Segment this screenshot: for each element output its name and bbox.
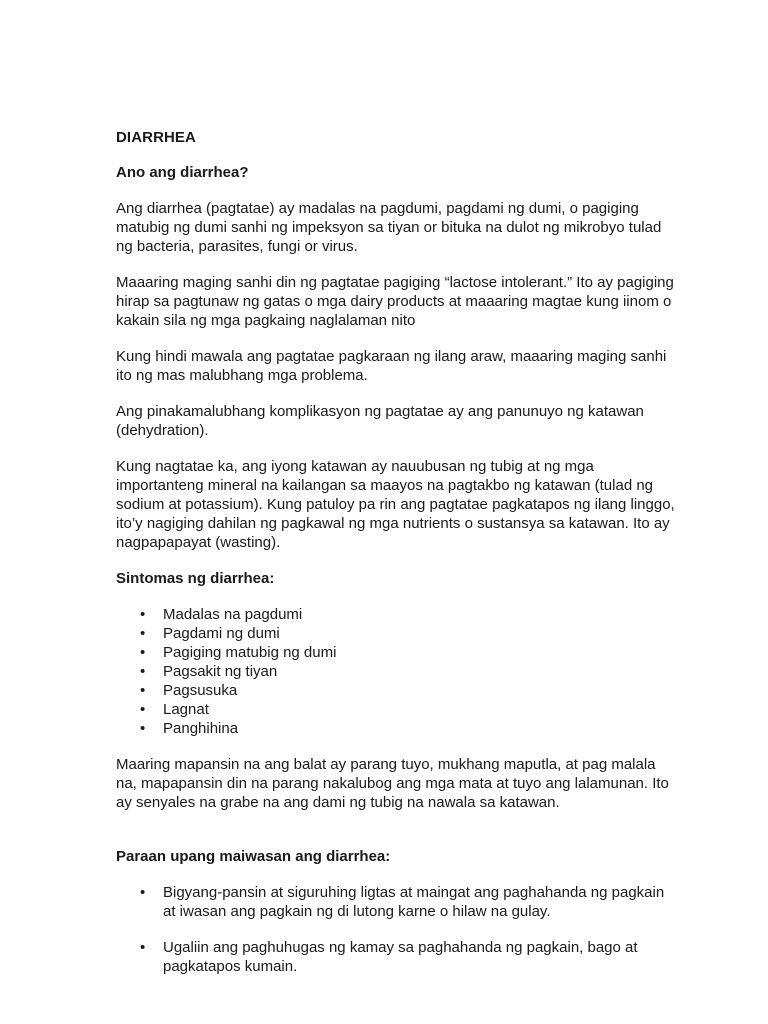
symptoms-list xyxy=(116,605,676,738)
intro-paragraph: Ang diarrhea (pagtatae) ay madalas na pagdumi, pagdami ng dumi, o pagiging matubig ng dumi sanhi ng impeksyon sa tiyan or bituka na dulot ng mikrobyo tulad ng bacteria, parasites, fungi or virus. xyxy=(116,200,662,255)
prevention-text: Bigyang-pansin at siguruhing ligtas at maingat ang paghahanda ng pagkain at iwasan ang pagkain ng di lutong karne o hilaw na gulay. xyxy=(163,884,665,920)
spacer xyxy=(116,829,676,847)
list-item xyxy=(116,700,676,719)
list-item xyxy=(116,938,676,976)
persistence-paragraph: Kung hindi mawala ang pagtatae pagkaraan ng ilang araw, maaaring maging sanhi ito ng mas malubhang mga problema. xyxy=(116,348,667,384)
prevention-list xyxy=(116,883,676,976)
document-title: DIARRHEA xyxy=(116,129,196,146)
symptom-text: Pagsusuka xyxy=(163,682,238,699)
bullet-icon: • xyxy=(140,625,146,642)
list-item xyxy=(116,719,676,738)
complication-paragraph: Ang pinakamalubhang komplikasyon ng pagtatae ay ang panunuyo ng katawan (dehydration). xyxy=(116,403,644,439)
bullet-icon: • xyxy=(140,606,146,623)
bullet-icon: • xyxy=(140,644,146,661)
prevention-heading: Paraan upang maiwasan ang diarrhea: xyxy=(116,848,391,865)
symptom-text: Lagnat xyxy=(163,701,209,718)
bullet-icon: • xyxy=(140,939,146,956)
symptom-text: Pagiging matubig ng dumi xyxy=(163,644,337,661)
prevention-text: Ugaliin ang paghuhugas ng kamay sa paghahanda ng pagkain, bago at pagkatapos kumain. xyxy=(163,939,638,975)
list-item xyxy=(116,681,676,700)
symptom-text: Pagsakit ng tiyan xyxy=(163,663,278,680)
question-heading: Ano ang diarrhea? xyxy=(116,164,249,181)
symptom-text: Panghihina xyxy=(163,720,239,737)
dehydration-paragraph: Kung nagtatae ka, ang iyong katawan ay nauubusan ng tubig at ng mga importanteng mineral na kailangan sa maayos na pagtakbo ng katawan (tulad ng sodium at potassium). Kung patuloy pa rin ang pagtatae pagkatapos ng ilang linggo, ito’y nagiging dahilan ng pagkawal ng mga nutrients o sustansya sa katawan. Ito ay nagpapapayat (wasting). xyxy=(116,458,675,551)
document-body xyxy=(116,128,676,993)
bullet-icon: • xyxy=(140,884,146,901)
symptoms-heading: Sintomas ng diarrhea: xyxy=(116,570,275,587)
list-item xyxy=(116,662,676,681)
symptom-text: Madalas na pagdumi xyxy=(163,606,303,623)
bullet-icon: • xyxy=(140,720,146,737)
list-item xyxy=(116,643,676,662)
bullet-icon: • xyxy=(140,682,146,699)
symptom-text: Pagdami ng dumi xyxy=(163,625,280,642)
bullet-icon: • xyxy=(140,701,146,718)
bullet-icon: • xyxy=(140,663,146,680)
list-item xyxy=(116,883,676,921)
list-item xyxy=(116,605,676,624)
lactose-paragraph: Maaaring maging sanhi din ng pagtatae pagiging “lactose intolerant.” Ito ay pagiging hirap sa pagtunaw ng gatas o mga dairy products at maaaring magtae kung iinom o kakain sila ng mga pagkaing naglalaman nito xyxy=(116,274,674,329)
list-item xyxy=(116,624,676,643)
symptoms-note-paragraph: Maaring mapansin na ang balat ay parang tuyo, mukhang maputla, at pag malala na, mapapansin din na parang nakalubog ang mga mata at tuyo ang lalamunan. Ito ay senyales na grabe na ang dami ng tubig na nawala sa katawan. xyxy=(116,756,669,811)
